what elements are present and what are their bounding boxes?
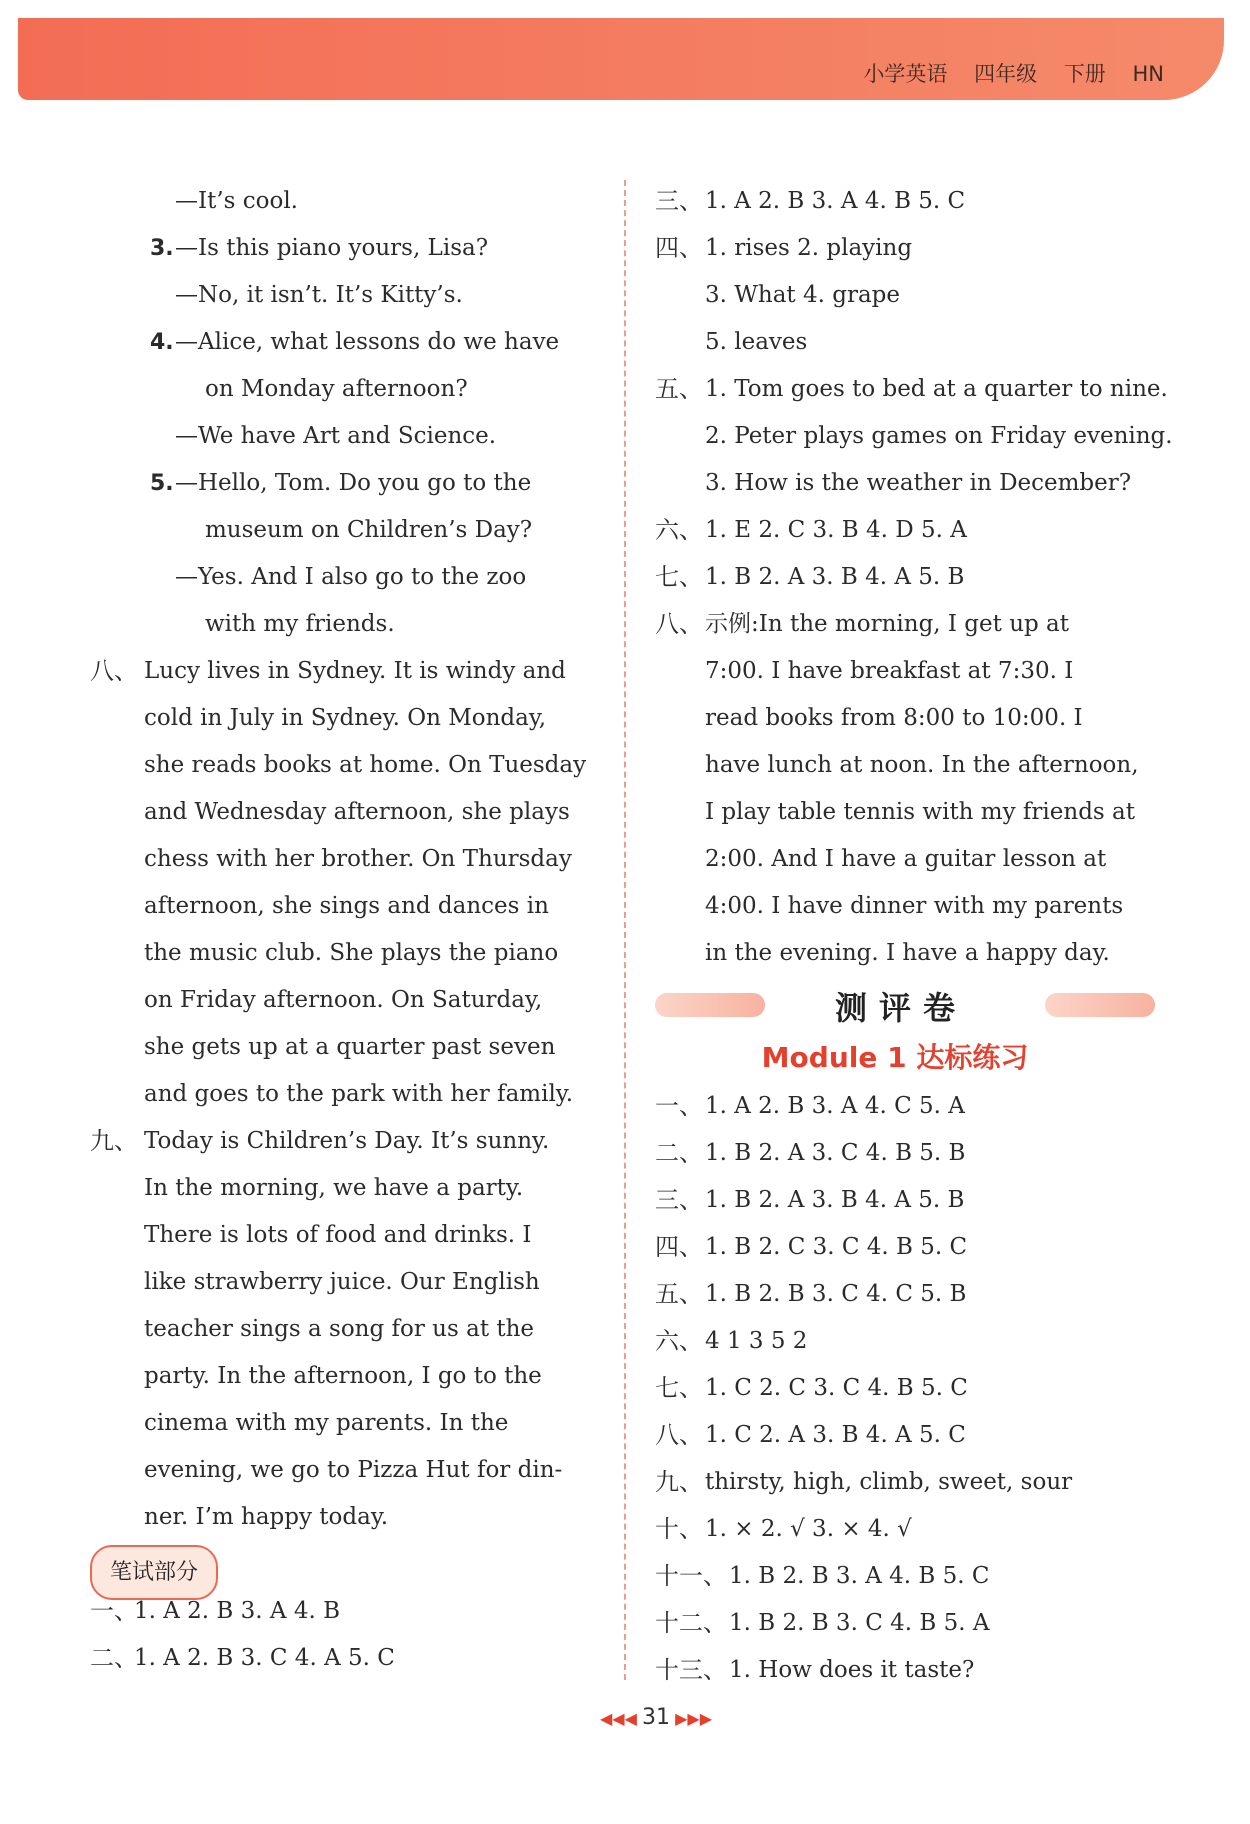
answer-line: 4. —Alice, what lessons do we have [150, 329, 560, 355]
section-heading [655, 979, 1175, 1031]
header-grade: 四年级 [974, 62, 1038, 86]
answer-line: teacher sings a song for us at the [144, 1316, 535, 1342]
answer-line: 2. Peter plays games on Friday evening. [705, 423, 1173, 449]
written-section-row [90, 1541, 590, 1588]
page-number: ◀◀◀ 31 ▶▶▶ [600, 1705, 712, 1730]
answer-line: on Friday afternoon. On Saturday, [144, 987, 543, 1013]
answer-line: 十一、 1. B 2. B 3. A 4. B 5. C [655, 1562, 990, 1590]
answer-line: and Wednesday afternoon, she plays [144, 799, 570, 825]
answer-line: with my friends. [205, 611, 395, 637]
answer-line: 3. How is the weather in December? [705, 470, 1132, 496]
answer-line: she gets up at a quarter past seven [144, 1034, 556, 1060]
answer-line: on Monday afternoon? [205, 376, 468, 402]
answer-line: —It’s cool. [175, 188, 298, 214]
answer-line: 3. What 4. grape [705, 282, 900, 308]
answer-line: 五、 1. B 2. B 3. C 4. C 5. B [655, 1280, 967, 1308]
answer-line: afternoon, she sings and dances in [144, 893, 549, 919]
answer-line: cinema with my parents. In the [144, 1410, 509, 1436]
answer-line: —Yes. And I also go to the zoo [175, 564, 527, 590]
answer-line: ner. I’m happy today. [144, 1504, 389, 1530]
answer-line: 七、 1. B 2. A 3. B 4. A 5. B [655, 563, 965, 591]
answer-line: museum on Children’s Day? [205, 517, 533, 543]
answer-line: 2:00. And I have a guitar lesson at [705, 846, 1107, 872]
answer-line: I play table tennis with my friends at [705, 799, 1136, 825]
answer-line: 九、 Today is Children’s Day. It’s sunny. [90, 1127, 550, 1155]
section-title: 测评卷 [835, 989, 968, 1027]
answer-line: 二、 1. B 2. A 3. C 4. B 5. B [655, 1139, 966, 1167]
column-divider [624, 180, 626, 1680]
module-title: Module 1 达标练习 [761, 1041, 1029, 1074]
answer-line: 三、 1. B 2. A 3. B 4. A 5. B [655, 1186, 965, 1214]
prev-arrows-icon: ◀◀◀ [600, 1709, 642, 1728]
answer-line: 五、 1. Tom goes to bed at a quarter to nine. [655, 375, 1168, 403]
answer-line: 一、 1. A 2. B 3. A 4. C 5. A [655, 1092, 965, 1120]
answer-line: 十二、 1. B 2. B 3. C 4. B 5. A [655, 1609, 990, 1637]
answer-line: 八、 1. C 2. A 3. B 4. A 5. C [655, 1421, 966, 1449]
header-subject: 小学英语 [863, 62, 948, 86]
answer-line: There is lots of food and drinks. I [144, 1222, 532, 1248]
answer-line: 二、 1. A 2. B 3. C 4. A 5. C [90, 1644, 395, 1672]
answer-line: 4:00. I have dinner with my parents [705, 893, 1124, 919]
answer-line: 六、 4 1 3 5 2 [655, 1327, 808, 1355]
answer-line: 十三、 1. How does it taste? [655, 1656, 975, 1684]
answer-line: 八、 示例:In the morning, I get up at [655, 610, 1070, 638]
answer-line: cold in July in Sydney. On Monday, [144, 705, 547, 731]
answer-line: —We have Art and Science. [175, 423, 497, 449]
answer-line: 一、 1. A 2. B 3. A 4. B [90, 1597, 340, 1625]
answer-line: 3. —Is this piano yours, Lisa? [150, 235, 489, 261]
answer-line: chess with her brother. On Thursday [144, 846, 572, 872]
answer-line: 九、 thirsty, high, climb, sweet, sour [655, 1468, 1073, 1496]
answer-line: in the evening. I have a happy day. [705, 940, 1110, 966]
answer-line: —No, it isn’t. It’s Kitty’s. [175, 282, 463, 308]
answer-line: evening, we go to Pizza Hut for din- [144, 1457, 563, 1483]
page-header-banner [18, 18, 1224, 100]
answer-line: 7:00. I have breakfast at 7:30. I [705, 658, 1074, 684]
decorative-bar-left [655, 993, 765, 1017]
answer-line: the music club. She plays the piano [144, 940, 559, 966]
answer-line: 八、 Lucy lives in Sydney. It is windy and [90, 657, 566, 685]
next-arrows-icon: ▶▶▶ [670, 1709, 712, 1728]
header-edition: HN [1132, 62, 1164, 86]
answer-line: 四、 1. B 2. C 3. C 4. B 5. C [655, 1233, 968, 1261]
decorative-bar-right [1045, 993, 1155, 1017]
answer-line: 三、 1. A 2. B 3. A 4. B 5. C [655, 187, 966, 215]
answer-line: read books from 8:00 to 10:00. I [705, 705, 1083, 731]
right-column [655, 178, 1175, 1694]
header-term: 下册 [1063, 62, 1106, 86]
answer-line: 5. leaves [705, 329, 808, 355]
answer-line: have lunch at noon. In the afternoon, [705, 752, 1139, 778]
answer-line: In the morning, we have a party. [144, 1175, 524, 1201]
answer-line: 5. —Hello, Tom. Do you go to the [150, 470, 532, 496]
answer-line: 六、 1. E 2. C 3. B 4. D 5. A [655, 516, 967, 544]
answer-line: 十、 1. × 2. √ 3. × 4. √ [655, 1515, 912, 1543]
left-column [90, 178, 590, 1682]
header-info [843, 58, 1164, 88]
answer-line: party. In the afternoon, I go to the [144, 1363, 542, 1389]
written-part-badge: 笔试部分 [90, 1545, 218, 1600]
answer-line: she reads books at home. On Tuesday [144, 752, 587, 778]
answer-line: 七、 1. C 2. C 3. C 4. B 5. C [655, 1374, 968, 1402]
answer-line: and goes to the park with her family. [144, 1081, 574, 1107]
answer-line: like strawberry juice. Our English [144, 1269, 540, 1295]
answer-line: 四、 1. rises 2. playing [655, 234, 913, 262]
